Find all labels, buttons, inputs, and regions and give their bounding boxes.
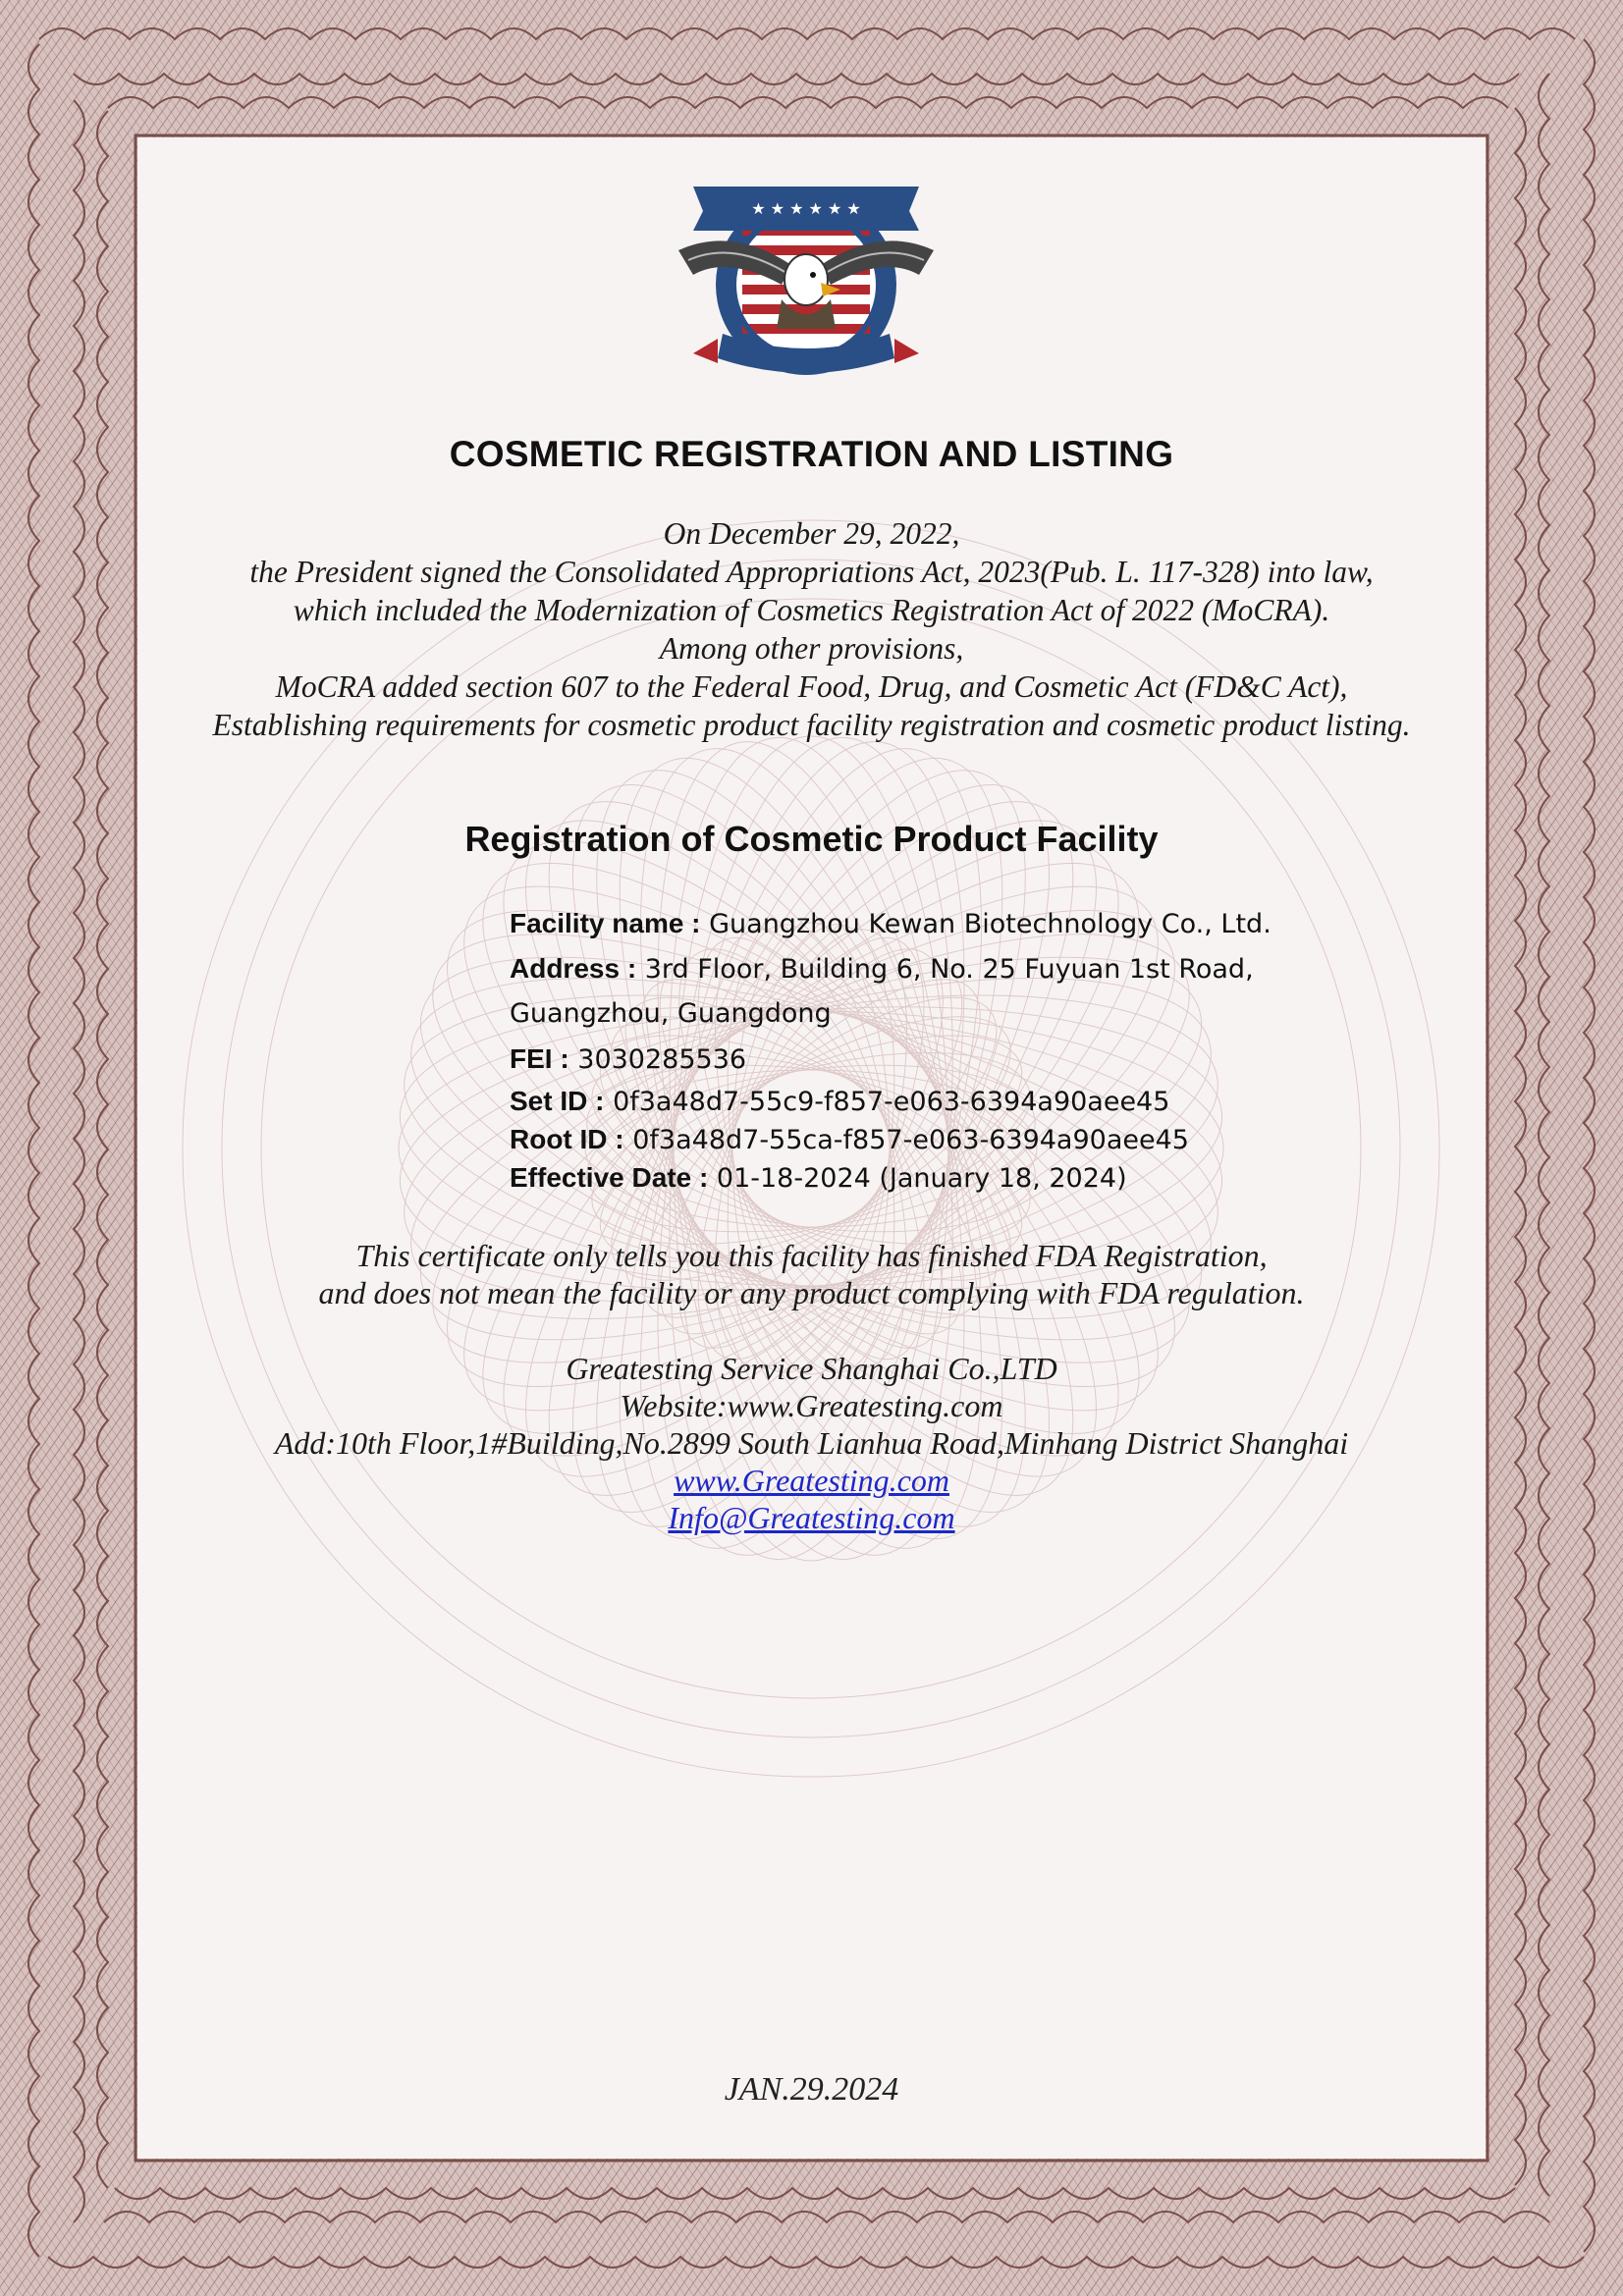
facility-name-label: Facility name : bbox=[510, 908, 701, 938]
address-label: Address : bbox=[510, 953, 637, 984]
address-line2: Guangzhou, Guangdong bbox=[510, 998, 832, 1029]
fei-row bbox=[510, 1037, 1271, 1082]
eagle-seal-logo bbox=[674, 157, 939, 393]
disclaimer-line: This certificate only tells you this facility has finished FDA Registration, bbox=[355, 1238, 1268, 1273]
facility-name-row bbox=[510, 901, 1271, 946]
set-id-label: Set ID : bbox=[510, 1086, 605, 1116]
email-link[interactable]: Info@Greatesting.com bbox=[668, 1500, 955, 1535]
issuer-website-text: Website:www.Greatesting.com bbox=[620, 1388, 1003, 1423]
website-link[interactable]: www.Greatesting.com bbox=[674, 1463, 949, 1498]
intro-line: Establishing requirements for cosmetic product facility registration and cosmetic product listing. bbox=[212, 708, 1411, 742]
facility-details bbox=[510, 901, 1271, 1197]
facility-name-value: Guangzhou Kewan Biotechnology Co., Ltd. bbox=[709, 909, 1271, 939]
address-line2-row bbox=[510, 991, 1271, 1037]
intro-line: MoCRA added section 607 to the Federal Food, Drug, and Cosmetic Act (FD&C Act), bbox=[275, 669, 1348, 704]
effective-date-label: Effective Date : bbox=[510, 1162, 709, 1193]
issue-date: JAN.29.2024 bbox=[724, 2071, 899, 2108]
issuer-address: Add:10th Floor,1#Building,No.2899 South Lianhua Road,Minhang District Shanghai bbox=[274, 1425, 1349, 1461]
intro-line: the President signed the Consolidated Appropriations Act, 2023(Pub. L. 117-328) into law, bbox=[249, 555, 1374, 589]
effective-date-value: 01-18-2024 (January 18, 2024) bbox=[716, 1163, 1127, 1194]
disclaimer-line: and does not mean the facility or any product complying with FDA regulation. bbox=[318, 1275, 1305, 1310]
intro-line: which included the Modernization of Cosmetics Registration Act of 2022 (MoCRA). bbox=[293, 593, 1330, 627]
issuer-company: Greatesting Service Shanghai Co.,LTD bbox=[566, 1351, 1057, 1386]
fei-label: FEI : bbox=[510, 1043, 569, 1074]
root-id-value: 0f3a48d7-55ca-f857-e063-6394a90aee45 bbox=[632, 1125, 1189, 1155]
intro-paragraph bbox=[0, 514, 1623, 744]
intro-line: Among other provisions, bbox=[659, 631, 964, 666]
section-title: Registration of Cosmetic Product Facility bbox=[464, 819, 1159, 859]
disclaimer bbox=[0, 1237, 1623, 1311]
set-id-value: 0f3a48d7-55c9-f857-e063-6394a90aee45 bbox=[613, 1087, 1170, 1117]
root-id-row bbox=[510, 1120, 1271, 1158]
fei-value: 3030285536 bbox=[577, 1044, 747, 1075]
svg-text:★ ★ ★ ★ ★ ★: ★ ★ ★ ★ ★ ★ bbox=[751, 199, 861, 218]
root-id-label: Root ID : bbox=[510, 1124, 624, 1154]
issuer-block bbox=[0, 1350, 1623, 1536]
intro-line: On December 29, 2022, bbox=[663, 516, 960, 551]
certificate-title: COSMETIC REGISTRATION AND LISTING bbox=[449, 434, 1174, 474]
effective-date-row bbox=[510, 1158, 1271, 1197]
address-line1: 3rd Floor, Building 6, No. 25 Fuyuan 1st Road, bbox=[644, 954, 1254, 985]
address-row bbox=[510, 946, 1271, 991]
set-id-row bbox=[510, 1082, 1271, 1120]
